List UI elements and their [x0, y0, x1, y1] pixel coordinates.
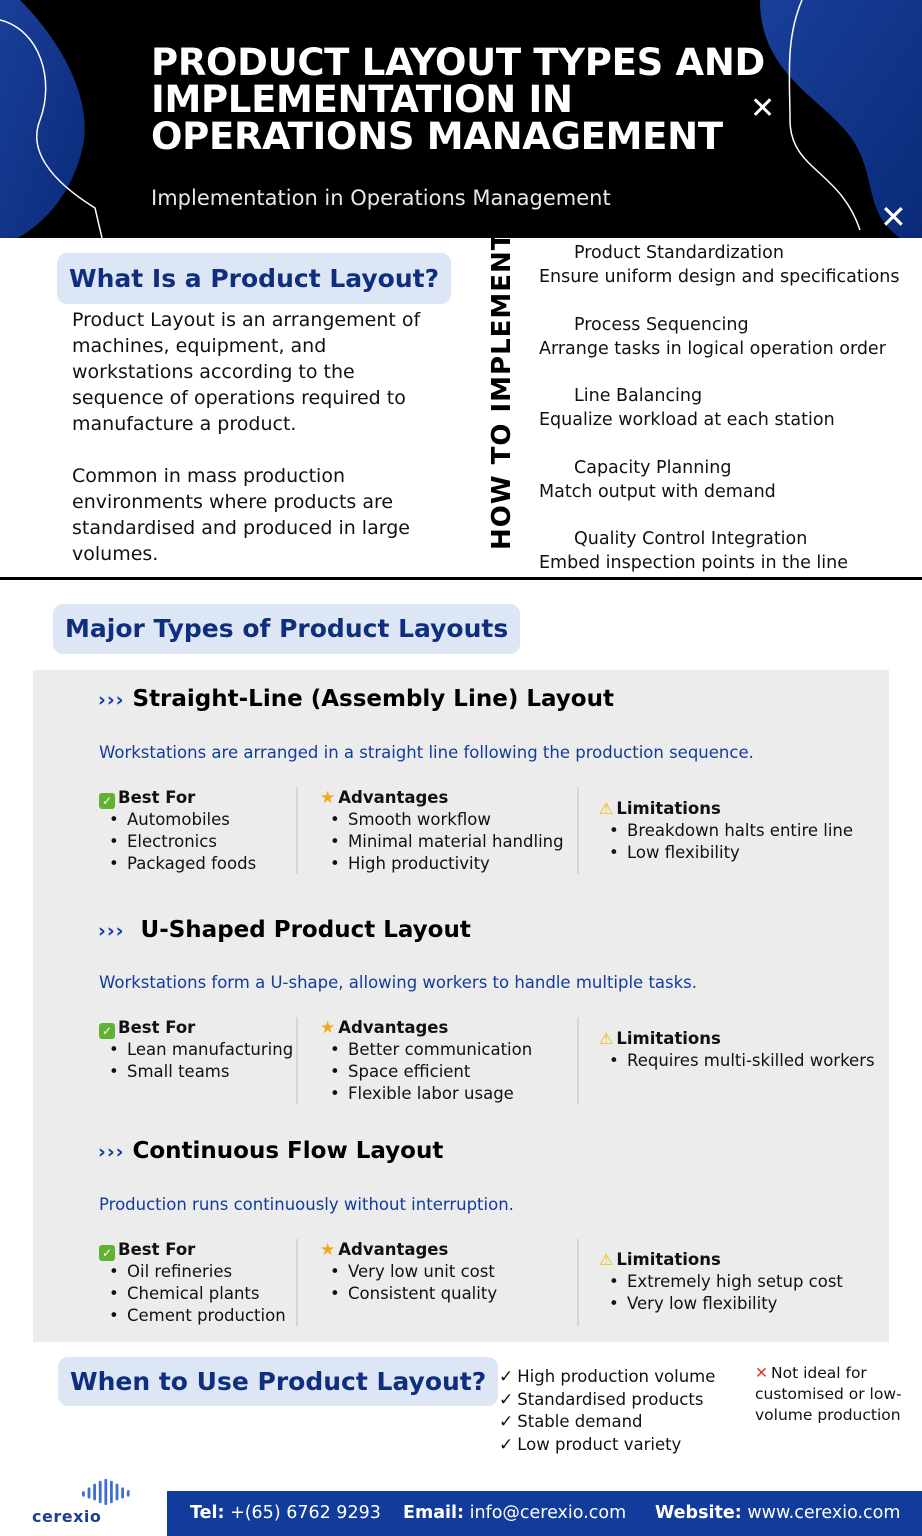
column-divider: [296, 1239, 298, 1326]
brand-name: cerexio: [32, 1507, 102, 1526]
list-item: • Better communication: [320, 1039, 532, 1061]
star-icon: ★: [320, 1018, 336, 1038]
arrows-icon: ›››: [98, 920, 125, 942]
best-for-column: [99, 1239, 286, 1327]
warning-icon: ⚠: [599, 1250, 614, 1269]
advantages-column: [320, 1017, 532, 1105]
column-divider: [577, 1017, 579, 1104]
check-item-text: Stable demand: [517, 1412, 643, 1431]
list-item: • Flexible labor usage: [320, 1083, 532, 1105]
email-info: [403, 1491, 626, 1536]
section-divider: [0, 577, 922, 580]
when-to-use-list: [499, 1366, 715, 1456]
layout-type-name: Continuous Flow Layout: [132, 1138, 444, 1164]
how-to-item-desc: Match output with demand: [539, 481, 776, 502]
layout-type-title: [98, 1138, 443, 1164]
types-panel: [33, 670, 889, 1342]
check-item-text: High production volume: [517, 1367, 716, 1386]
arrows-icon: ›››: [98, 689, 125, 711]
limitations-column: [599, 1028, 875, 1072]
list-item: • Packaged foods: [99, 853, 256, 875]
how-to-item-title: Process Sequencing: [574, 314, 749, 335]
major-types-heading: Major Types of Product Layouts: [53, 604, 520, 654]
website-info: [655, 1491, 900, 1536]
how-to-item-desc: Ensure uniform design and specifications: [539, 267, 900, 287]
how-to-heading: HOW TO IMPLEMENT: [487, 231, 517, 550]
limitations-label: Limitations: [616, 799, 721, 818]
layout-type-name: U-Shaped Product Layout: [140, 917, 471, 943]
best-for-label: Best For: [118, 788, 196, 807]
list-item: • Space efficient: [320, 1061, 532, 1083]
not-ideal-note: [755, 1363, 905, 1426]
what-is-heading: What Is a Product Layout?: [57, 253, 451, 304]
column-divider: [296, 1017, 298, 1104]
warning-icon: ⚠: [599, 799, 614, 818]
list-item: • Automobiles: [99, 809, 256, 831]
how-to-item: [539, 527, 919, 599]
how-to-item-title: Line Balancing: [574, 386, 703, 406]
logo-bars-icon: [78, 1478, 142, 1506]
check-item-text: Standardised products: [517, 1389, 704, 1409]
limitations-label: Limitations: [616, 1029, 721, 1048]
star-icon: ★: [320, 788, 336, 808]
layout-type-desc: Workstations are arranged in a straight line following the production sequence.: [99, 743, 754, 762]
list-item: • Small teams: [99, 1061, 293, 1083]
tel-value[interactable]: +(65) 6762 9293: [230, 1503, 381, 1523]
best-for-column: [99, 1017, 293, 1083]
check-icon: ✓: [99, 1245, 115, 1261]
list-item: • Very low unit cost: [320, 1261, 497, 1283]
not-ideal-text: Not ideal for customised or low-volume production: [755, 1364, 902, 1424]
checkmark-icon: ✓: [499, 1389, 514, 1410]
how-to-item: [539, 384, 919, 456]
how-to-list: [539, 241, 919, 599]
how-to-item-desc: Arrange tasks in logical operation order: [539, 338, 886, 359]
page-subtitle: Implementation in Operations Management: [151, 186, 611, 210]
best-for-column: [99, 787, 256, 875]
website-label: Website:: [655, 1503, 742, 1523]
list-item: • Low flexibility: [599, 842, 853, 864]
list-item: [499, 1411, 715, 1434]
checkmark-icon: ✓: [499, 1434, 514, 1455]
best-for-label: Best For: [118, 1018, 196, 1037]
tel-label: Tel:: [190, 1503, 225, 1523]
how-to-item-title: Product Standardization: [574, 243, 784, 263]
what-is-paragraph: Common in mass production environments where products are standardised and produced in large volumes.: [72, 465, 410, 565]
arrows-icon: ›››: [98, 1141, 125, 1163]
list-item: [499, 1366, 715, 1389]
how-to-item-title: Capacity Planning: [574, 457, 732, 478]
cross-icon: ✕: [755, 1364, 768, 1382]
best-for-label: Best For: [118, 1240, 196, 1259]
list-item: • Oil refineries: [99, 1261, 286, 1283]
advantages-column: [320, 1239, 497, 1305]
close-icon: ✕: [750, 91, 776, 126]
limitations-column: [599, 1249, 843, 1315]
how-to-item-title: Quality Control Integration: [574, 529, 808, 549]
page-title: PRODUCT LAYOUT TYPES AND IMPLEMENTATION IN OPERATIONS MANAGEMENT: [151, 41, 765, 158]
email-label: Email:: [403, 1503, 464, 1523]
close-icon: ✕: [880, 198, 907, 236]
list-item: • Minimal material handling: [320, 831, 564, 853]
column-divider: [577, 1239, 579, 1326]
email-link[interactable]: info@cerexio.com: [469, 1503, 627, 1523]
list-item: • Consistent quality: [320, 1283, 497, 1305]
warning-icon: ⚠: [599, 1029, 614, 1048]
list-item: • Lean manufacturing: [99, 1039, 293, 1061]
what-is-body: [72, 307, 442, 593]
advantages-label: Advantages: [338, 1018, 449, 1037]
list-item: [499, 1434, 715, 1457]
layout-type-title: [98, 917, 471, 943]
limitations-column: [599, 798, 853, 864]
list-item: [499, 1389, 715, 1412]
list-item: • High productivity: [320, 853, 564, 875]
check-item-text: Low product variety: [517, 1434, 682, 1454]
how-to-item-desc: Equalize workload at each station: [539, 410, 835, 430]
check-icon: ✓: [99, 793, 115, 809]
star-icon: ★: [320, 1240, 336, 1260]
cerexio-logo: [32, 1478, 142, 1528]
how-to-item: [539, 313, 919, 385]
how-to-item-desc: Embed inspection points in the line: [539, 553, 848, 573]
list-item: • Very low flexibility: [599, 1293, 843, 1315]
check-icon: ✓: [99, 1023, 115, 1039]
layout-type-title: [98, 686, 614, 712]
limitations-label: Limitations: [616, 1250, 721, 1269]
checkmark-icon: ✓: [499, 1412, 514, 1432]
list-item: • Smooth workflow: [320, 809, 564, 831]
advantages-label: Advantages: [338, 788, 449, 807]
layout-type-name: Straight-Line (Assembly Line) Layout: [132, 686, 614, 712]
what-is-paragraph: Product Layout is an arrangement of machines, equipment, and workstations according to the sequence of operations required to manufacture a product.: [72, 309, 421, 435]
advantages-column: [320, 787, 564, 875]
checkmark-icon: ✓: [499, 1367, 514, 1387]
header-banner: [0, 0, 922, 238]
layout-type-desc: Workstations form a U-shape, allowing workers to handle multiple tasks.: [99, 973, 698, 992]
how-to-item: [539, 456, 919, 528]
website-link[interactable]: www.cerexio.com: [747, 1503, 901, 1523]
list-item: • Breakdown halts entire line: [599, 820, 853, 842]
column-divider: [577, 787, 579, 874]
list-item: • Requires multi-skilled workers: [599, 1050, 875, 1072]
how-to-item: [539, 241, 919, 313]
list-item: • Cement production: [99, 1305, 286, 1327]
advantages-label: Advantages: [338, 1240, 449, 1259]
list-item: • Extremely high setup cost: [599, 1271, 843, 1293]
list-item: • Electronics: [99, 831, 256, 853]
list-item: • Chemical plants: [99, 1283, 286, 1305]
column-divider: [296, 787, 298, 874]
tel-info: [190, 1491, 381, 1536]
layout-type-desc: Production runs continuously without interruption.: [99, 1195, 514, 1214]
contact-footer: [167, 1491, 922, 1536]
when-to-use-heading: When to Use Product Layout?: [58, 1357, 498, 1406]
